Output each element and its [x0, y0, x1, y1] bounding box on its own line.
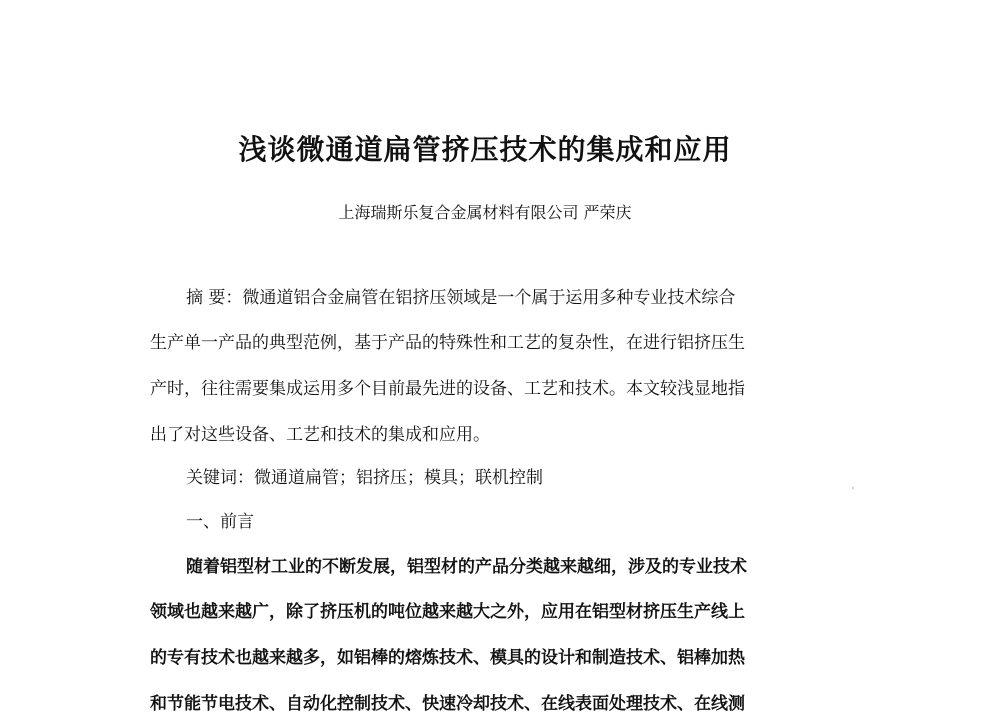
abstract-line-4: 出了对这些设备、工艺和技术的集成和应用。 [150, 425, 490, 445]
abstract-line-1 [186, 286, 830, 310]
intro-line-2: 领域也越来越广，除了挤压机的吨位越来越大之外，应用在铝型材挤压生产线上 [150, 602, 745, 622]
scan-speck [852, 487, 854, 489]
keywords-label: 关键词： [186, 468, 254, 488]
author-affiliation: 上海瑞斯乐复合金属材料有限公司 严荣庆 [338, 203, 632, 222]
abstract-label: 摘 要： [186, 288, 243, 308]
section-heading: 一、前言 [186, 512, 254, 532]
intro-line-4: 和节能节电技术、自动化控制技术、快速冷却技术、在线表面处理技术、在线测 [150, 694, 745, 714]
abstract-line-2: 生产单一产品的典型范例，基于产品的特殊性和工艺的复杂性，在进行铝挤压生 [150, 333, 745, 353]
abstract-line-3: 产时，往往需要集成运用多个目前最先进的设备、工艺和技术。本文较浅显地指 [150, 379, 745, 399]
intro-line-1: 随着铝型材工业的不断发展，铝型材的产品分类越来越细，涉及的专业技术 [186, 557, 747, 577]
abstract-text-1: 微通道铝合金扁管在铝挤压领域是一个属于运用多种专业技术综合 [242, 288, 736, 308]
intro-line-3: 的专有技术也越来越多，如铝棒的熔炼技术、模具的设计和制造技术、铝棒加热 [150, 648, 745, 668]
keywords-line [186, 466, 830, 490]
keywords-text: 微通道扁管；铝挤压；模具；联机控制 [254, 468, 543, 488]
paper-title: 浅谈微通道扁管挤压技术的集成和应用 [238, 133, 732, 166]
